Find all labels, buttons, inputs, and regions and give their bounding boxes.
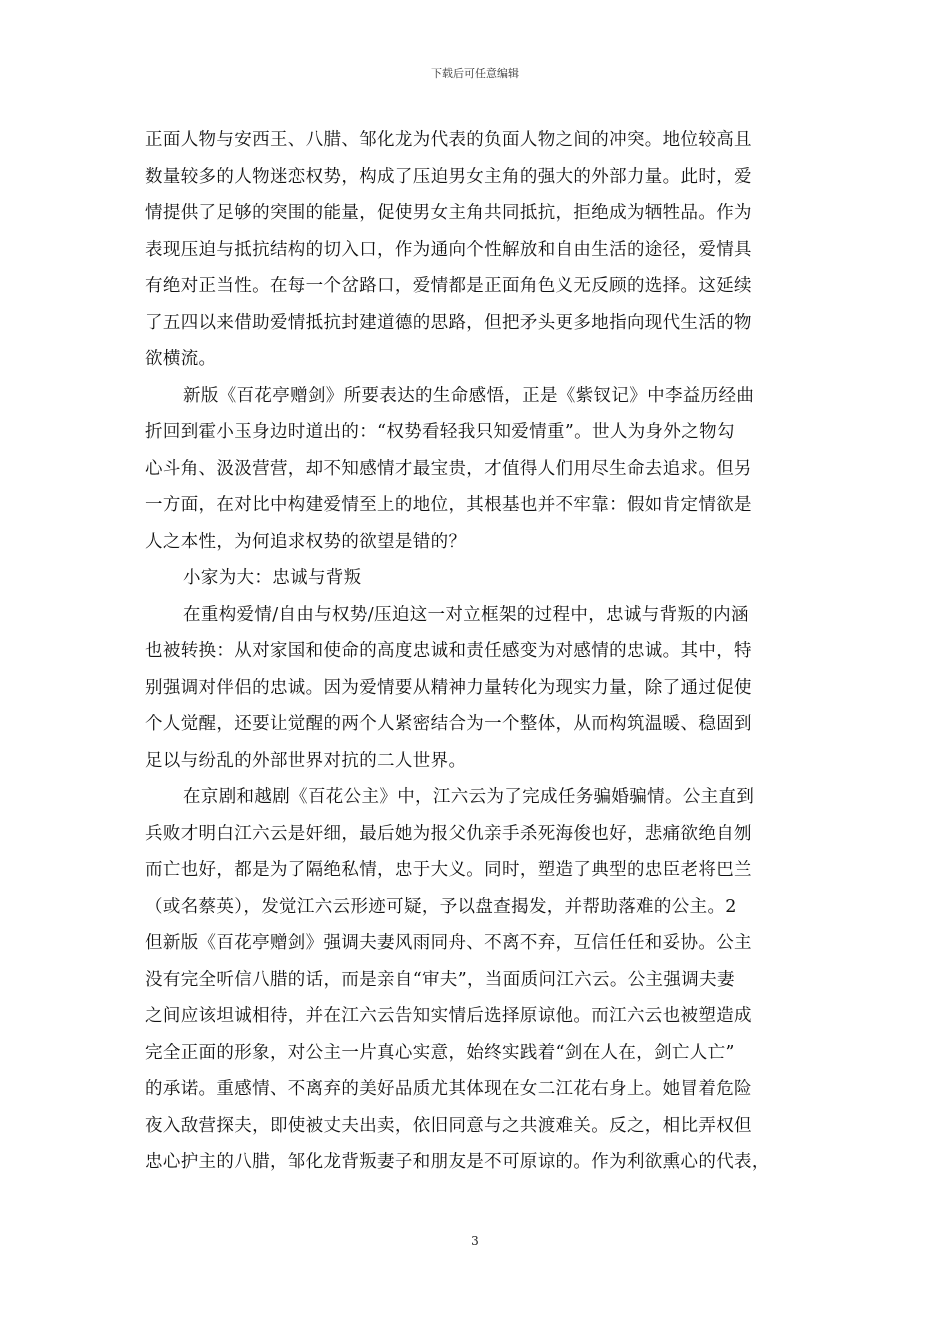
text-line: 人之本性，为何追求权势的欲望是错的？ [145,531,467,552]
text-line: 而亡也好，都是为了隔绝私情，忠于大义。同时，塑造了典型的忠臣老将巴兰 [145,860,752,880]
page-number: 3 [471,1234,479,1248]
text-line: 心斗角、汲汲营营，却不知感情才最宝贵，才值得人们用尽生命去追求。但另 [145,458,752,479]
text-line: 完全正面的形象，对公主一片真心实意，始终实践着“剑在人在，剑亡人亡” [145,1042,735,1063]
text-line: 忠心护主的八腊，邹化龙背叛妻子和朋友是不可原谅的。作为利欲熏心的代表， [145,1152,770,1172]
text-line: 欲横流。 [145,349,217,369]
text-line: 夜入敌营探夫，即使被丈夫出卖，依旧同意与之共渡难关。反之，相比弄权但 [145,1115,752,1136]
text-line: （或名蔡英），发觉江六云形迹可疑，予以盘查揭发，并帮助落难的公主。2 [145,896,737,917]
text-line: 兵败才明白江六云是奸细，最后她为报父仇亲手杀死海俊也好，悲痛欲绝自刎 [145,823,752,844]
text-line: 了五四以来借助爱情抵抗封建道德的思路，但把矛头更多地指向现代生活的物 [145,312,752,333]
text-line: 有绝对正当性。在每一个岔路口，爱情都是正面角色义无反顾的选择。这延续 [145,276,752,296]
text-line: 情提供了足够的突围的能量，促使男女主角共同抵抗，拒绝成为牺牲品。作为 [145,203,752,223]
text-line: 足以与纷乱的外部世界对抗的二人世界。 [145,750,467,771]
text-line: 数量较多的人物迷恋权势，构成了压迫男女主角的强大的外部力量。此时，爱 [145,166,752,187]
paragraph-start-line: 在京剧和越剧《百花公主》中，江六云为了完成任务骗婚骗情。公主直到 [183,787,755,807]
text-line: 个人觉醒，还要让觉醒的两个人紧密结合为一个整体，从而构筑温暖、稳固到 [145,714,752,734]
paragraph-start-line: 新版《百花亭赠剑》所要表达的生命感悟，正是《紫钗记》中李益历经曲 [183,385,755,406]
text-line: 也被转换：从对家国和使命的高度忠诚和责任感变为对感情的忠诚。其中，特 [145,641,752,661]
text-line: 折回到霍小玉身边时道出的：“权势看轻我只知爱情重”。世人为身外之物勾 [145,422,735,442]
text-line: 一方面，在对比中构建爱情至上的地位，其根基也并不牢靠：假如肯定情欲是 [145,495,752,515]
body-text [145,122,821,1181]
text-line: 别强调对伴侣的忠诚。因为爱情要从精神力量转化为现实力量，除了通过促使 [145,677,752,698]
text-line: 正面人物与安西王、八腊、邹化龙为代表的负面人物之间的冲突。地位较高且 [145,130,752,150]
paragraph-start-line: 在重构爱情/自由与权势/压迫这一对立框架的过程中，忠诚与背叛的内涵 [183,604,749,625]
page-header: 下载后可任意编辑 [431,67,519,80]
text-line: 但新版《百花亭赠剑》强调夫妻风雨同舟、不离不弃，互信任任和妥协。公主 [145,933,752,953]
text-line: 之间应该坦诚相待，并在江六云告知实情后选择原谅他。而江六云也被塑造成 [145,1006,752,1026]
text-line: 表现压迫与抵抗结构的切入口，作为通向个性解放和自由生活的途径，爱情具 [145,239,752,260]
text-line: 的承诺。重感情、不离弃的美好品质尤其体现在女二江花右身上。她冒着危险 [145,1079,752,1099]
text-line: 没有完全听信八腊的话，而是亲自“审夫”，当面质问江六云。公主强调夫妻 [145,969,735,990]
section-heading: 小家为大：忠诚与背叛 [183,568,362,588]
